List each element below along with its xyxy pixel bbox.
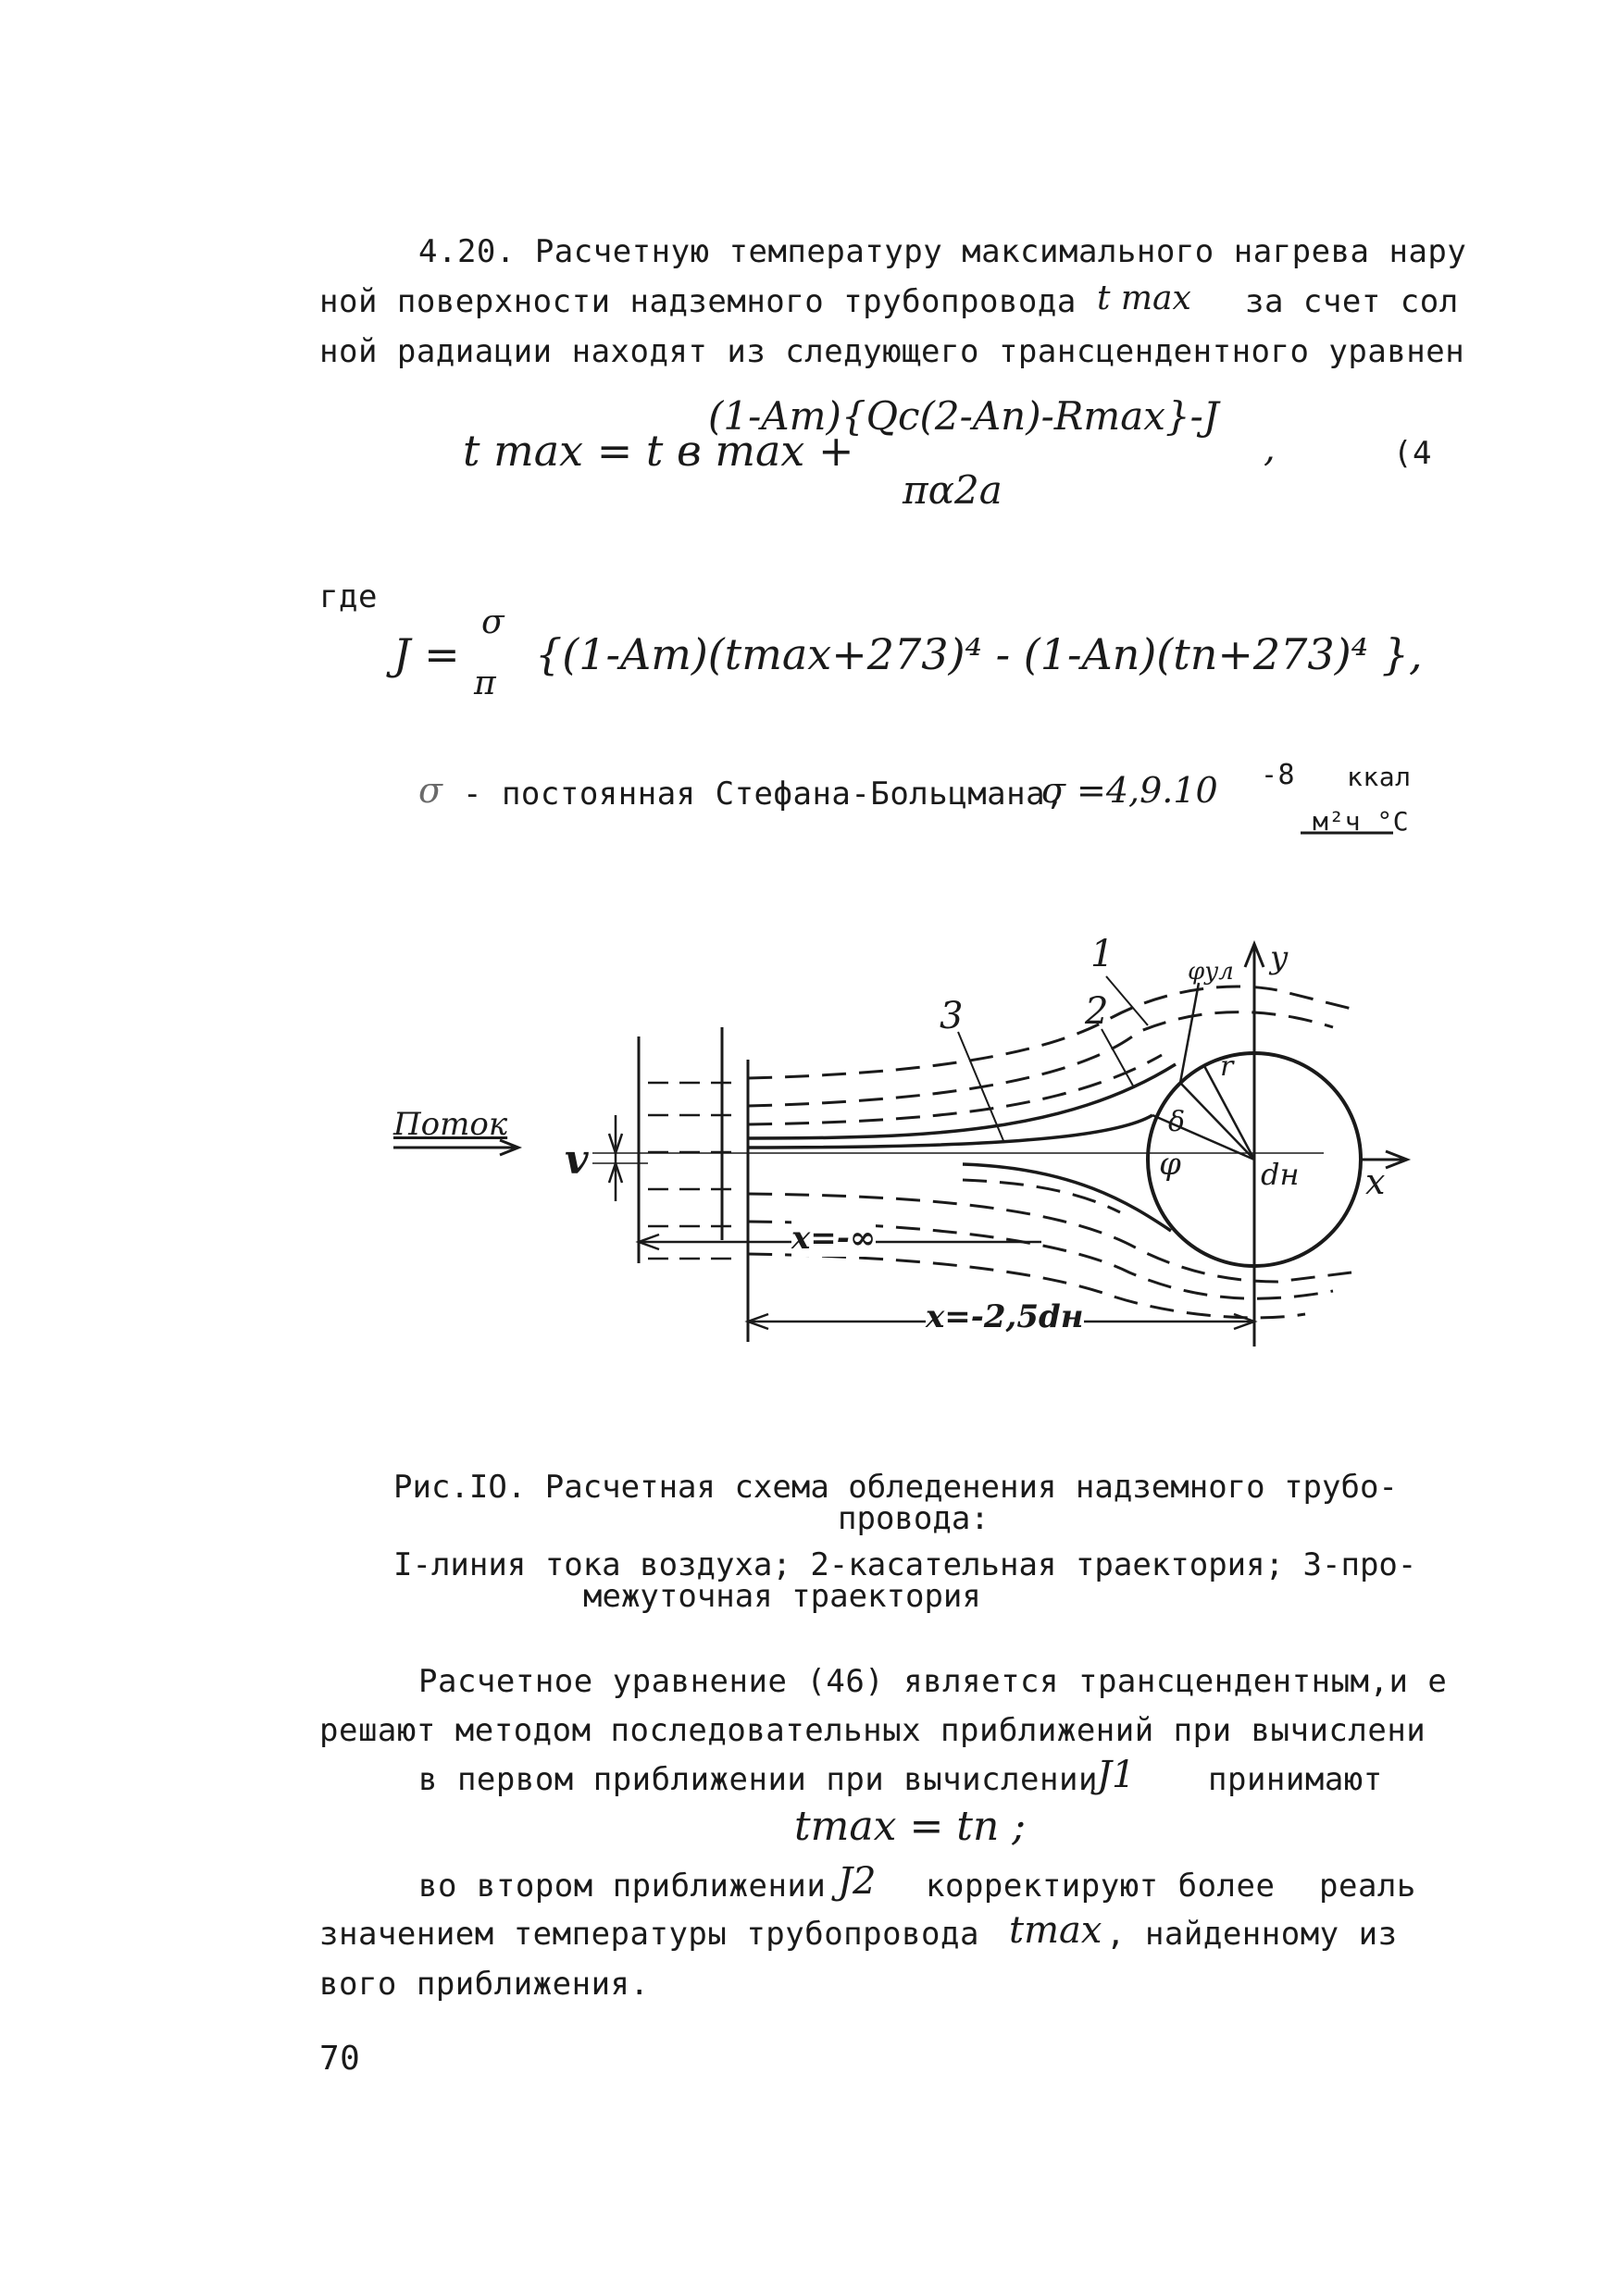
flow-hatch-lines xyxy=(648,1083,741,1259)
para-after-line7: вого приближения. xyxy=(319,1966,650,2003)
equation-main-denominator: πα2a xyxy=(903,467,1003,513)
para-after-line5-c: реаль xyxy=(1319,1868,1416,1905)
figure-x-25-label: x=-2,5dн xyxy=(926,1298,1084,1335)
para-after-line3-b: принимают xyxy=(1208,1761,1383,1798)
figure-v-label: v xyxy=(565,1136,589,1184)
equation-main-lhs: t max = t в max + xyxy=(463,426,854,476)
tangent-trajectory-upper xyxy=(748,1064,1176,1138)
para-after-line3-a: в первом приближении при вычислении xyxy=(418,1761,1098,1798)
para-after-line5-b: корректируют более xyxy=(926,1868,1276,1905)
figure-label-2: 2 xyxy=(1085,990,1109,1033)
figure-label-1: 1 xyxy=(1090,933,1115,975)
figure-x-axis-label: x xyxy=(1365,1161,1386,1202)
para-after-line6-a: значением температуры трубопровода xyxy=(319,1916,979,1953)
equation-j-frac-num: σ xyxy=(481,603,504,641)
caption-legend-line1: I-линия тока воздуха; 2-касательная траектория; 3-про- xyxy=(393,1546,1417,1583)
figure-r-label: r xyxy=(1220,1050,1234,1083)
para-after-line2: решают методом последовательных приближений при вычислени xyxy=(319,1712,1426,1749)
equation-j-frac-den: π xyxy=(474,664,496,702)
para-after-line5-a: во втором приближении xyxy=(418,1868,827,1905)
sigma-unit-num: ккал xyxy=(1347,762,1412,792)
figure-phi-ul-label: φул xyxy=(1188,958,1234,986)
figure-y-axis-label: y xyxy=(1270,939,1289,976)
figure-x-inf-label: x=-∞ xyxy=(791,1220,877,1257)
figure-delta-label: δ xyxy=(1168,1106,1186,1138)
air-streamlines xyxy=(748,987,1351,1318)
para-after-line6-var: tmax xyxy=(1009,1909,1102,1952)
equation-main-numerator: (1-Aт){Qс(2-Aп)-Rmax}-J xyxy=(708,393,1219,439)
para-after-eq-tmax-tp: tmax = tп ; xyxy=(794,1803,1027,1850)
para-4-20-line1: 4.20. Расчетную температуру максимального нагрева нару xyxy=(418,233,1467,270)
figure-dn-label: dн xyxy=(1261,1157,1300,1192)
figure-flow-label: Поток xyxy=(393,1106,508,1143)
para-after-line5-var: J2 xyxy=(838,1860,877,1903)
figure-label-3: 3 xyxy=(940,995,964,1037)
para-after-line3-var: J1 xyxy=(1097,1754,1136,1796)
equation-j-body: {(1-Aт)(tmax+273)⁴ - (1-Aп)(tп+273)⁴ }, xyxy=(535,629,1423,679)
para-4-20-line3: ной радиации находят из следующего трансцендентного уравнен xyxy=(319,333,1465,370)
where-label: где xyxy=(319,578,378,615)
figure-phi-label: φ xyxy=(1159,1146,1181,1183)
radius-line-upper xyxy=(1180,1083,1254,1160)
para-after-line1: Расчетное уравнение (46) является трансцендентным,и е xyxy=(418,1663,1448,1700)
sigma-text: - постоянная Стефана-Больцмана, xyxy=(463,776,1065,813)
para-4-20-line2-var: t max xyxy=(1097,279,1191,317)
leader-label-3 xyxy=(958,1032,1004,1143)
sigma-exponent: -8 xyxy=(1261,759,1296,791)
equation-main-number: (4 xyxy=(1393,435,1432,472)
sigma-unit-den: м²ч °С xyxy=(1313,806,1410,837)
para-4-20-line2: ной поверхности надземного трубопровода xyxy=(319,283,1077,320)
caption-title-line2: провода: xyxy=(838,1500,990,1537)
page-number: 70 xyxy=(319,2040,361,2078)
sigma-value: σ =4,9.10 xyxy=(1041,770,1218,811)
para-after-line6-b: , найденному из xyxy=(1106,1916,1398,1953)
sigma-symbol: σ xyxy=(418,770,442,811)
equation-j-lhs: J = xyxy=(393,629,460,679)
caption-legend-line2: межуточная траектория xyxy=(583,1578,981,1615)
para-4-20-line2-end: за счет сол xyxy=(1245,283,1459,320)
equation-main-comma: , xyxy=(1264,428,1276,470)
tangent-trajectory-lower xyxy=(963,1164,1171,1231)
caption-title-line1: Рис.IO. Расчетная схема обледенения надземного трубо- xyxy=(393,1469,1398,1506)
phi-ul-pointer xyxy=(1180,983,1199,1083)
